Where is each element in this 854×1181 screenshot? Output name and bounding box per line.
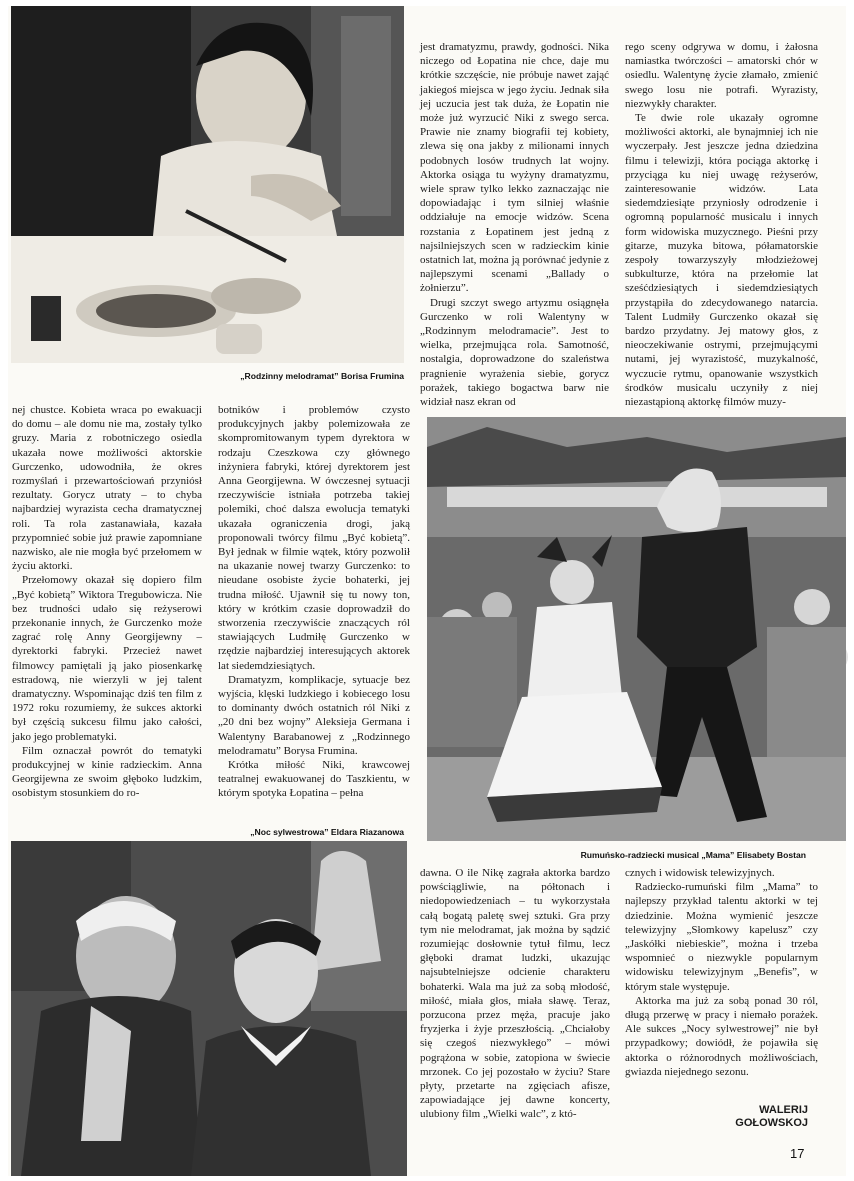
author-first-name: WALERIJ	[759, 1104, 808, 1116]
paragraph: Krótka miłość Niki, krawcowej teatralnej ewakuowanej do Taszkientu, w którym spotyka Łopatina – pełna	[218, 759, 410, 800]
paragraph: Drugi szczyt swego artyzmu osiągnęła Gurczenko w roli Walentyny w „Rodzinnym melodramacie”. Jest to wielka, przejmująca rola. Samotność, nostalgia, doprowadzone do szaleństwa pragnienie wyrażenia siebie, gorycz porażek, takiego bogactwa barw nie widział nasz ekran od	[420, 296, 609, 409]
photo-noc-sylwestrowa	[11, 841, 407, 1176]
paragraph: dawna. O ile Nikę zagrała aktorka bardzo powściągliwie, na półtonach i niedopowiedzeniach – tu wykorzystała całą bogatą paletę swej sztuki. Gra przy tym nie melodramat, jak można by sądzić rozumiejąc dosłownie tytuł filmu, lecz głęboki dramat ludzki, ukazując najsubtelniejsze odcienie charakteru bohaterki. Wala ma już za sobą młodość, miłość, miała głos, miała sławę. Teraz, porzucona przez męża, pracuje jako fryzjerka i żyje przeszłością. „Chciałoby się czegoś niezwykłego” – mówi pogrążona w sobie, zatopiona w świecie mrzonek. Co jej pozostało w życiu? Stare płyty, przetarte na zgięciach afisze, zapowiadające jej dawne koncerty, ulubiony film „Wielki walc”, z któ-	[420, 867, 610, 1121]
paragraph: jest dramatyzmu, prawdy, godności. Nika niczego od Łopatina nie chce, daje mu krótkie szczęście, nie próbuje nawet zająć jakiegoś miejsca w jego życiu. Jednak siła jej uczucia jest tak duża, że Łopatin nie może już wyrzucić Niki z swego serca. Prawie nie znamy biografii tej kobiety, zlewa się ona jakby z milionami innych podobnych losów trudnych lat wojny. Aktorka osiąga tu wyżyny dramatyzmu, wiele spraw tylko lekko zaznaczając nie dopowiadając i tym silniej właśnie oddziałuje na emocje widzów. Scena rozstania z Łopatinem jest jedną z najsilniejszych scen w radzieckim kinie ostatnich lat, można ją porównać jedynie z najlepszymi scenami „Ballady o żołnierzu”.	[420, 41, 609, 295]
author-signature	[688, 1104, 808, 1130]
paragraph: Dramatyzm, komplikacje, sytuacje bez wyjścia, klęski ludzkiego i kobiecego losu to dominanty dwóch ostatnich ról Niki z „20 dni bez wojny” Aleksieja Germana i Walentyny Barabanowej z „Rodzinnego melodramatu” Borysa Frumina.	[218, 673, 410, 757]
paragraph: rego sceny odgrywa w domu, i żałosna namiastka twórczości – amatorski chór w osiedlu. Walentynę życie złamało, zmienić swego losu nie potrafi. Wyrazisty, niezwykły charakter.	[625, 41, 818, 110]
paragraph: Przełomowy okazał się dopiero film „Być kobietą” Wiktora Tregubowicza. Nie bez trudności udało się reżyserowi przekonanie innych, że Gurczenko może zagrać rolę Anny Georgijewny – dyrektorki fabryki. Przecież nawet filmowcy pamiętali ją jako piosenkarkę estradową, nie wierzyli w jej talent dramatyczny. Wspominając dziś ten film z 1972 roku rozumiemy, że sukces aktorki był częścią sukcesu filmu jako całości, jako jego problematyki.	[12, 574, 202, 743]
text-column-middle-center	[218, 403, 410, 821]
paragraph: Radziecko-rumuński film „Mama” to najlepszy przykład talentu aktorki w tej dziedzinie. Można wymienić jeszcze telewizyjny „Słomkowy kapelusz” czy „Jaskółki niebieskie”, można i trzeba wspomnieć o niezwykle popularnym widowisku telewizyjnym „Benefis”, w którym stale występuje.	[625, 881, 818, 993]
paragraph: cznych i widowisk telewizyjnych.	[625, 867, 775, 879]
author-last-name: GOŁOWSKOJ	[735, 1117, 808, 1129]
magazine-page	[8, 6, 846, 1176]
paragraph: Film oznaczał powrót do tematyki produkcyjnej w kinie radzieckim. Anna Georgijewna ze swoim głęboko ludzkim, osobistym stosunkiem do ro-	[12, 744, 202, 800]
caption-noc-sylwestrowa: „Noc sylwestrowa” Eldara Riazanowa	[250, 827, 404, 837]
text-column-bottom-right	[625, 866, 818, 1106]
text-column-top-right	[625, 40, 818, 409]
page-number: 17	[790, 1146, 805, 1161]
paragraph: nej chustce. Kobieta wraca po ewakuacji do domu – ale domu nie ma, zostały tylko gruzy. Maria z robotniczego osiedla ukazała nowe możliwości aktorskie Gurczenko, udowodniła, że okres rozmyślań i przewartościowań przyniósł rezultaty. Gorycz utraty – to chyba najbardziej wyrazista cecha dramatycznej roli. Ta rola zastanawiała, kazała przypomnieć sobie już prawie zapomniane nazwisko, ale nie mogła być przełomem w życiu aktorki.	[12, 404, 202, 573]
photo-rodzinny-melodramat	[11, 6, 404, 363]
paragraph: Aktorka ma już za sobą ponad 30 ról, długą przerwę w pracy i niemało porażek. Ale sukces „Nocy sylwestrowej” nie był przypadkowy; dowiódł, że pojawiła się aktorka o różnorodnych możliwościach, gwiazda niejednego sezonu.	[625, 994, 818, 1078]
text-column-bottom-middle	[420, 866, 610, 1166]
paragraph: botników i problemów czysto produkcyjnych jakby polemizowała ze skompromitowanym typem dyrektora w rodzaju Czeszkowa czy głównego inżyniera fabryki, której dyrektorem jest Anna Georgijewna. W ówczesnej sytuacji rzeczywiście istniała potrzeba takiej polemiki, choć dalsza ewolucja tematyki ukazała ograniczenia drogi, jaką proponowali twórcy filmu „Być kobietą”. Był jednak w filmie wątek, który pozwolił na ukazanie nowej twarzy Gurczenko: to nieudane osobiste życie bohaterki, jej trudna miłość. Ujawnił się tu nowy ton, który w krótkim czasie doprowadził do stworzenia rzeczywiście znaczących ról stawiających Ludmiłę Gurczenko w rzędzie najbardziej interesujących aktorek lat siedemdziesiątych.	[218, 404, 410, 672]
photo-musical-mama	[427, 417, 846, 841]
text-column-middle-left	[12, 403, 202, 821]
text-column-top-middle	[420, 40, 609, 409]
caption-musical-mama: Rumuńsko-radziecki musical „Mama” Elisabety Bostan	[580, 850, 806, 860]
caption-rodzinny-melodramat: „Rodzinny melodramat” Borisa Frumina	[240, 371, 404, 381]
paragraph: Te dwie role ukazały ogromne możliwości aktorki, ale bynajmniej ich nie wyczerpały. Jest jeszcze jedna dziedzina filmu i telewizji, która pociąga aktorkę i przyciąga ku niej uwagę reżyserów, zainteresowanie widzów. Lata siedemdziesiąte przyniosły odrodzenie i ogromną popularność musicalu i innych form widowiska muzycznego. Pieśni przy gitarze, muzyka bitowa, półamatorskie zespoły towarzyszyły młodzieżowej subkulturze, która na przełomie lat sześćdziesiątych i siedemdziesiątych przystąpiła do zdecydowanego natarcia. Talent Ludmiły Gurczenko okazał się bardzo przydatny. Jej matowy głos, z nieoczekiwanie ostrymi, przejmującymi nutami, jej wyrazistość, muzykalność, wyczucie rytmu, opanowanie wszystkich środków musicalu uczyniły z niej niezastąpioną aktorkę filmów muzy-	[625, 112, 818, 409]
